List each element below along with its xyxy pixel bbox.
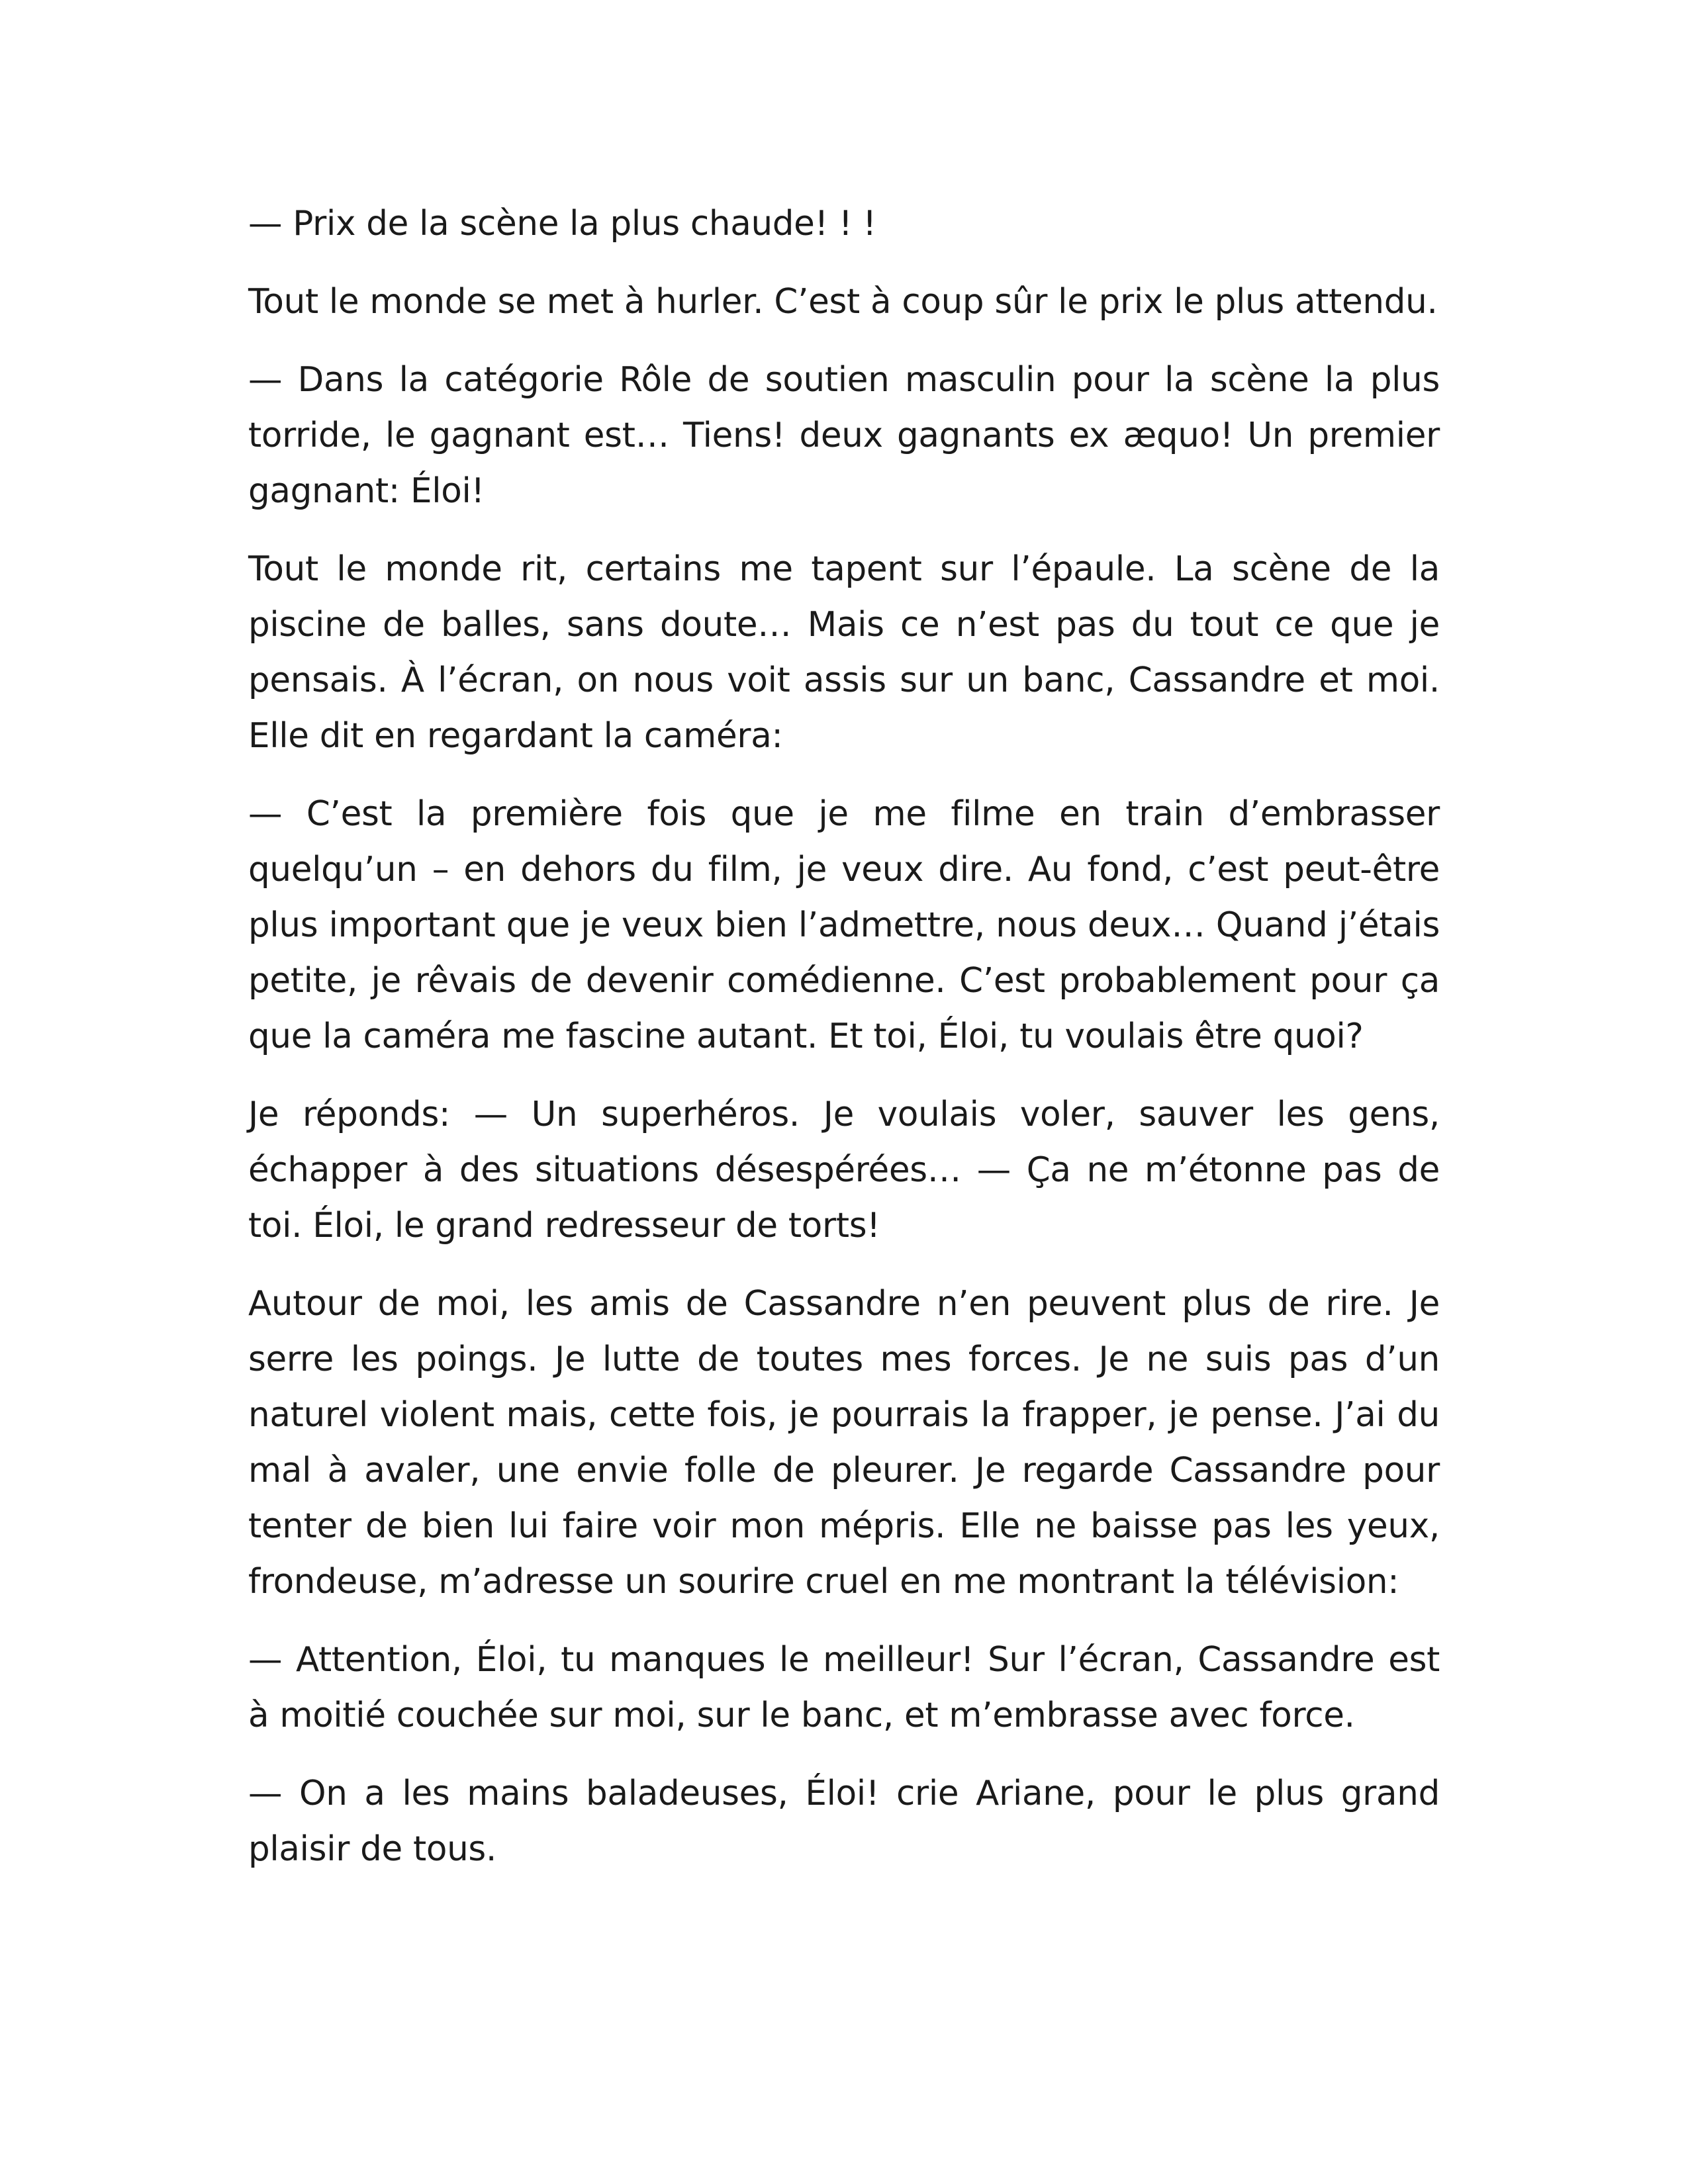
paragraph-3: — Dans la catégorie Rôle de soutien masculin pour la scène la plus torride, le gagnant est… Tiens! deux gagnants ex æquo! Un premier gagnant: Éloi!: [248, 360, 1440, 511]
paragraph-8: — Attention, Éloi, tu manques le meilleur! Sur l’écran, Cassandre est à moitié couchée sur moi, sur le banc, et m’embrasse avec force.: [248, 1640, 1440, 1735]
paragraph-2: Tout le monde se met à hurler. C’est à coup sûr le prix le plus attendu.: [248, 282, 1438, 322]
paragraph-1: — Prix de la scène la plus chaude! ! !: [248, 204, 876, 244]
paragraph-9: — On a les mains baladeuses, Éloi! crie Ariane, pour le plus grand plaisir de tous.: [248, 1774, 1440, 1869]
paragraph-5: — C’est la première fois que je me filme en train d’embrasser quelqu’un – en dehors du film, je veux dire. Au fond, c’est peut-être plus important que je veux bien l’admettre, nous deux… Quand j’étais petite, je rêvais de devenir comédienne. C’est probablement pour ça que la caméra me fascine autant. Et toi, Éloi, tu voulais être quoi?: [248, 794, 1440, 1056]
paragraph-4: Tout le monde rit, certains me tapent sur l’épaule. La scène de la piscine de balles, sans doute… Mais ce n’est pas du tout ce que je pensais. À l’écran, on nous voit assis sur un banc, Cassandre et moi. Elle dit en regardant la caméra:: [248, 549, 1440, 756]
paragraph-7: Autour de moi, les amis de Cassandre n’en peuvent plus de rire. Je serre les poings. Je lutte de toutes mes forces. Je ne suis pas d’un naturel violent mais, cette fois, je pourrais la frapper, je pense. J’ai du mal à avaler, une envie folle de pleurer. Je regarde Cassandre pour tenter de bien lui faire voir mon mépris. Elle ne baisse pas les yeux, frondeuse, m’adresse un sourire cruel en me montrant la télévision:: [248, 1284, 1440, 1602]
body-text: [248, 196, 1440, 1899]
paragraph-6: Je réponds: — Un superhéros. Je voulais voler, sauver les gens, échapper à des situations désespérées… — Ça ne m’étonne pas de toi. Éloi, le grand redresseur de torts!: [248, 1095, 1440, 1246]
